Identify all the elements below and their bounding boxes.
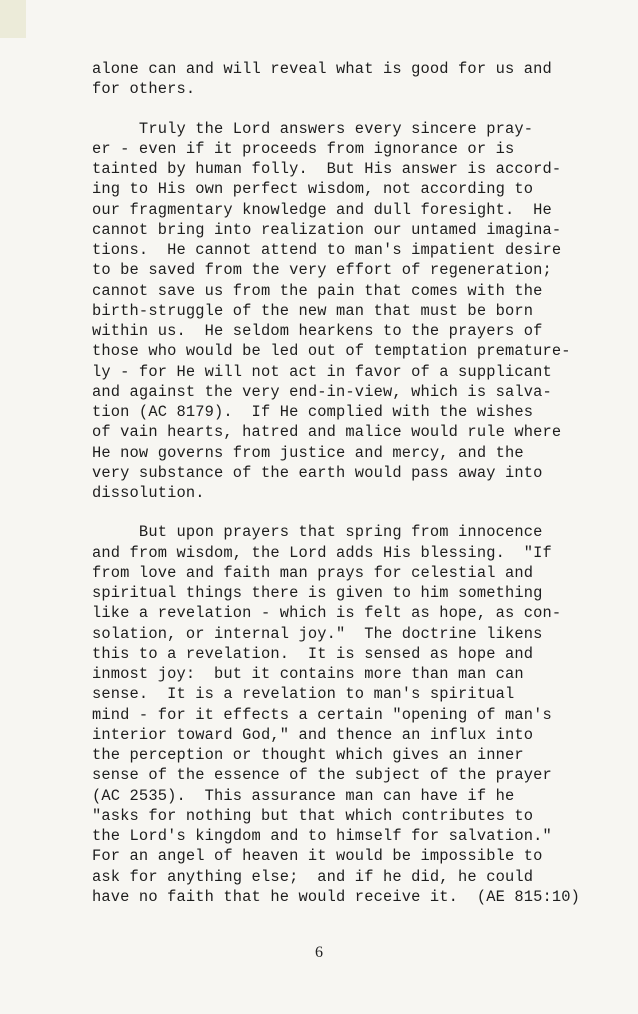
- text-line: solation, or internal joy." The doctrine likens: [92, 624, 543, 643]
- text-line: "asks for nothing but that which contributes to: [92, 806, 534, 825]
- text-line: (AC 2535). This assurance man can have if he: [92, 786, 515, 805]
- text-line: like a revelation - which is felt as hope, as con-: [92, 604, 562, 623]
- text-line: our fragmentary knowledge and dull foresight. He: [92, 200, 552, 219]
- text-line: interior toward God," and thence an influx into: [92, 725, 534, 744]
- text-line: tion (AC 8179). If He complied with the wishes: [92, 403, 534, 421]
- text-line: But upon prayers that spring from innocence: [92, 523, 543, 542]
- text-line: have no faith that he would receive it. (AE 815:10): [92, 887, 581, 906]
- text-line: ing to His own perfect wisdom, not according to: [92, 180, 534, 199]
- text-line: mind - for it effects a certain "opening of man's: [92, 705, 552, 724]
- text-line: cannot bring into realization our untamed imagina-: [92, 220, 562, 239]
- text-line: He now governs from justice and mercy, and the: [92, 443, 524, 462]
- text-line: the Lord's kingdom and to himself for salvation.": [92, 827, 552, 845]
- paragraph-3: [92, 522, 632, 907]
- text-line: inmost joy: but it contains more than man can: [92, 665, 524, 683]
- scan-corner-mark: [0, 0, 26, 38]
- text-line: dissolution.: [92, 484, 205, 502]
- text-line: and from wisdom, the Lord adds His blessing. "If: [92, 543, 552, 562]
- paragraph-1: [92, 59, 632, 100]
- text-line: the perception or thought which gives an inner: [92, 746, 524, 764]
- page-number: 6: [315, 944, 323, 961]
- body-text: [92, 59, 632, 907]
- paragraph-gap: [92, 100, 632, 119]
- text-line: sense of the essence of the subject of the prayer: [92, 766, 552, 785]
- text-line: sense. It is a revelation to man's spiritual: [92, 685, 515, 704]
- text-line: birth-struggle of the new man that must be born: [92, 301, 534, 320]
- text-line: ly - for He will not act in favor of a supplicant: [92, 362, 552, 381]
- text-line: spiritual things there is given to him something: [92, 584, 543, 602]
- text-line: and against the very end-in-view, which is salva-: [92, 382, 552, 401]
- text-line: ask for anything else; and if he did, he could: [92, 867, 534, 886]
- paragraph-2: [92, 119, 632, 504]
- text-line: from love and faith man prays for celestial and: [92, 563, 534, 582]
- text-line: cannot save us from the pain that comes with the: [92, 281, 543, 300]
- text-line: alone can and will reveal what is good for us and: [92, 60, 552, 78]
- text-line: within us. He seldom hearkens to the prayers of: [92, 322, 543, 340]
- text-line: For an angel of heaven it would be impossible to: [92, 847, 543, 866]
- text-line: Truly the Lord answers every sincere pray-: [92, 119, 534, 138]
- text-line: for others.: [92, 80, 196, 99]
- text-line: to be saved from the very effort of regeneration;: [92, 261, 552, 280]
- text-line: of vain hearts, hatred and malice would rule where: [92, 423, 562, 442]
- text-line: er - even if it proceeds from ignorance or is: [92, 139, 515, 158]
- text-line: tainted by human folly. But His answer is accord-: [92, 160, 562, 178]
- text-line: tions. He cannot attend to man's impatient desire: [92, 241, 562, 259]
- paragraph-gap: [92, 503, 632, 522]
- text-line: those who would be led out of temptation premature-: [92, 342, 571, 361]
- text-line: very substance of the earth would pass away into: [92, 463, 543, 482]
- text-line: this to a revelation. It is sensed as hope and: [92, 644, 534, 663]
